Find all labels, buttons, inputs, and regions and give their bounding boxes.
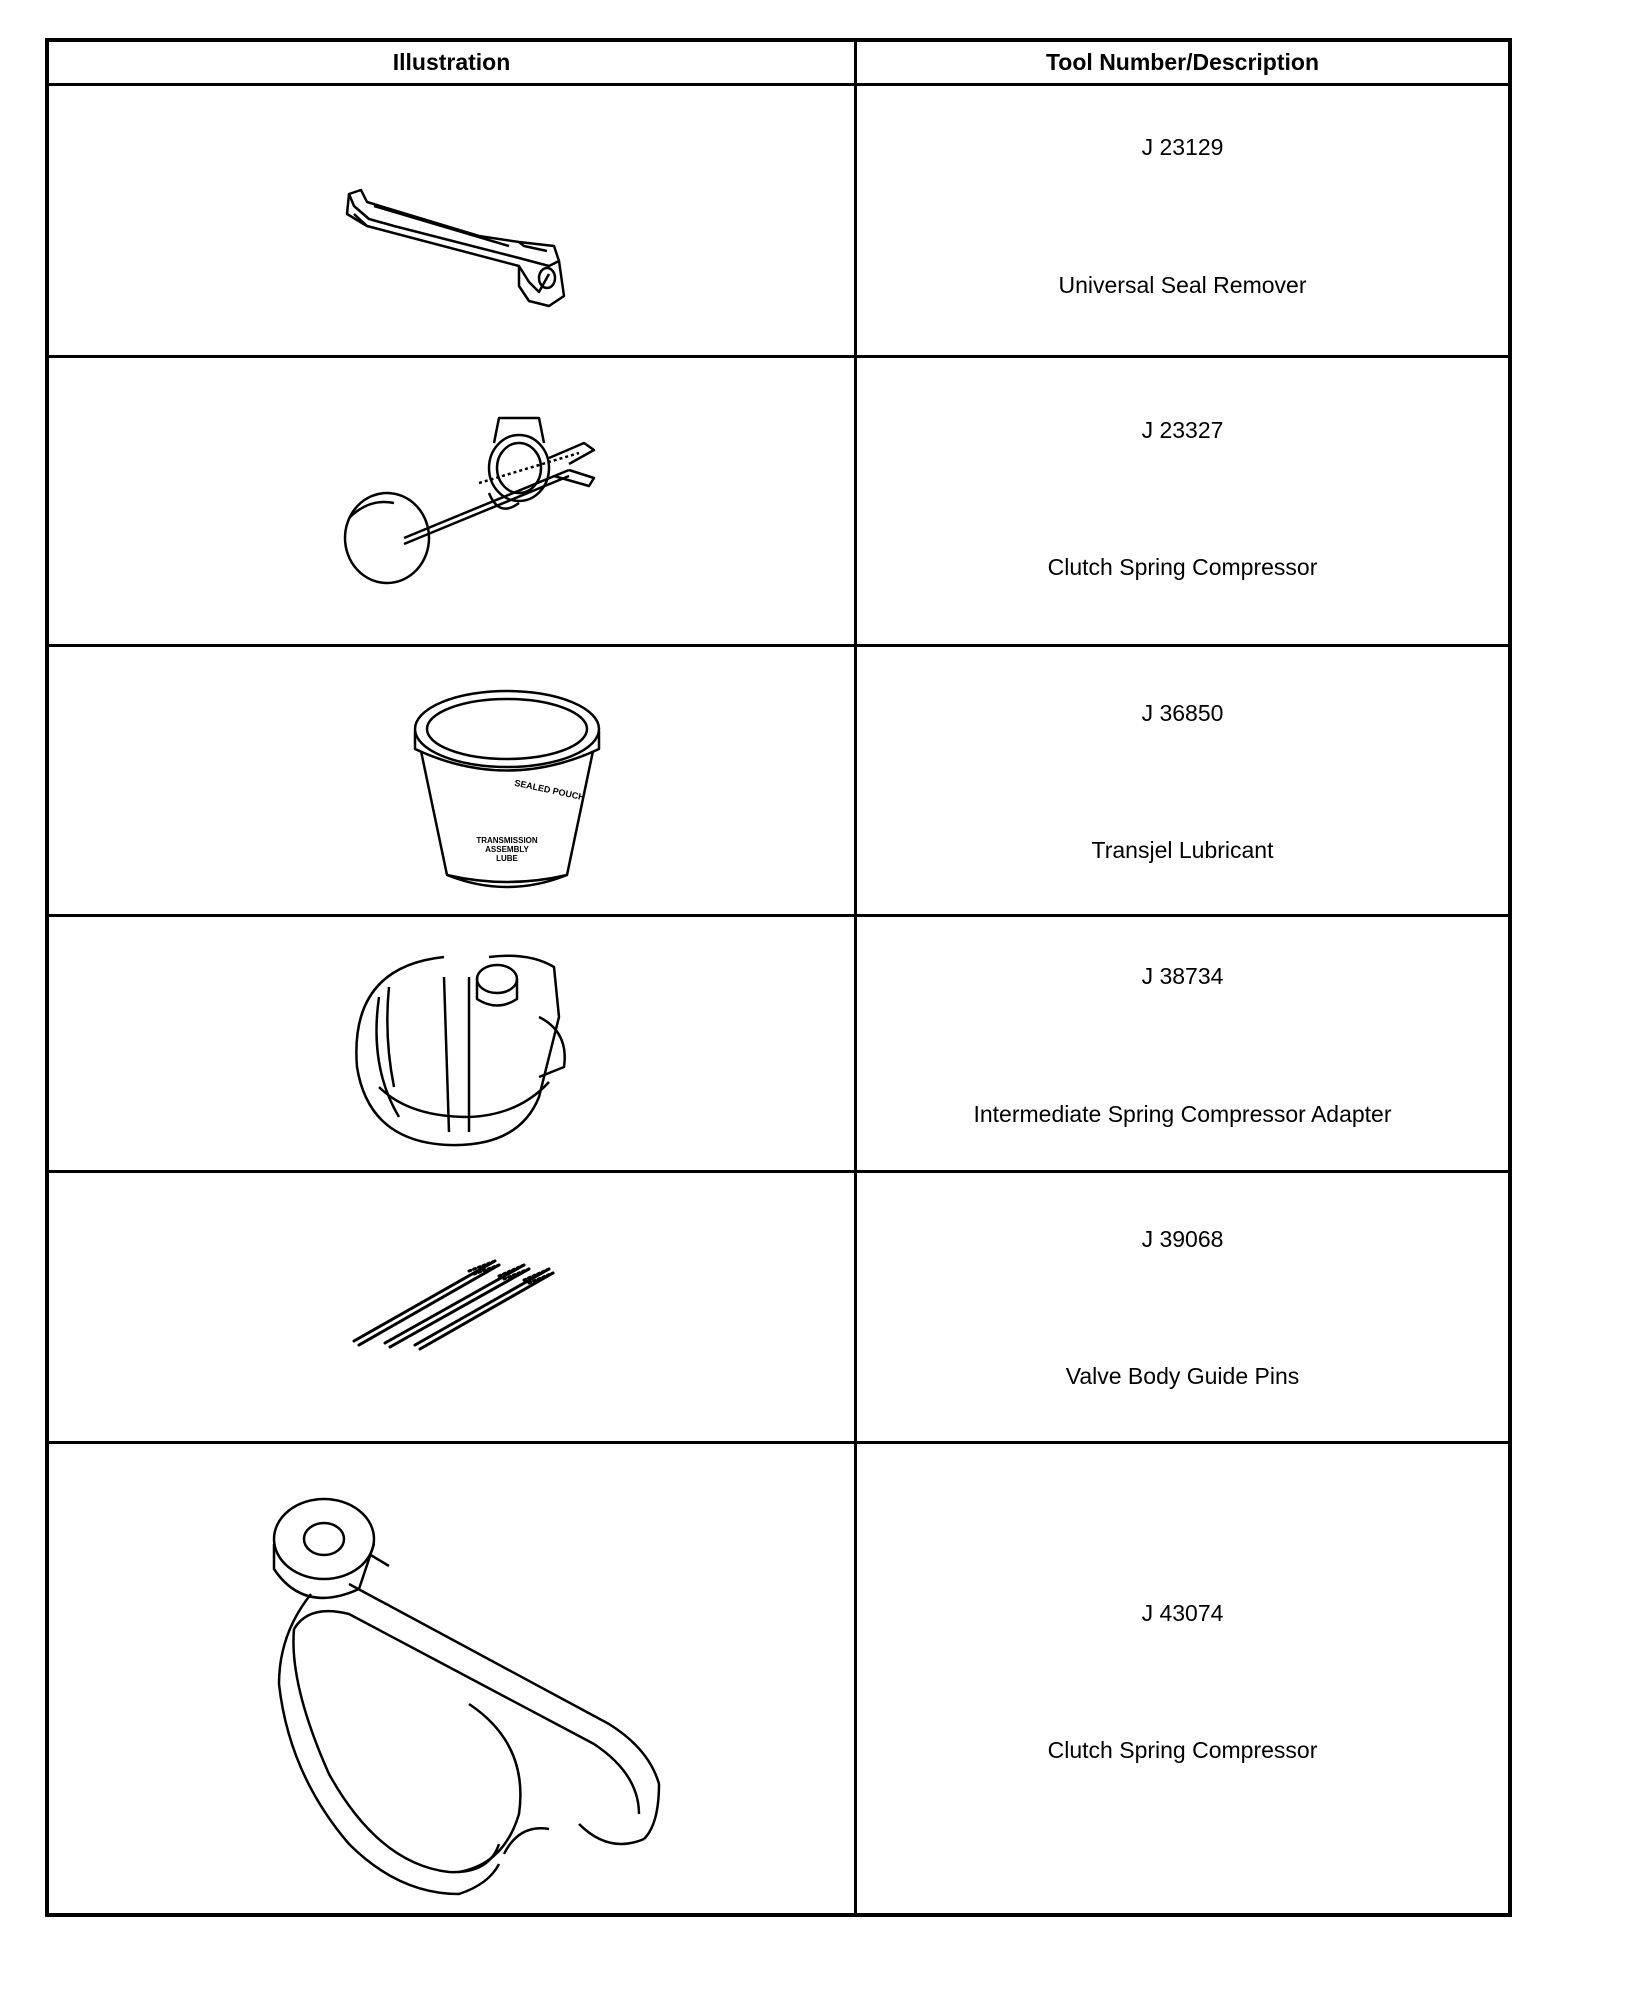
tool-cell bbox=[857, 358, 1508, 644]
seal-remover-icon bbox=[49, 86, 854, 358]
table-row bbox=[49, 1173, 1508, 1444]
tool-cell bbox=[857, 1173, 1508, 1441]
header-tool-description: Tool Number/Description bbox=[1045, 49, 1320, 75]
tool-number: J 23129 bbox=[1141, 134, 1224, 160]
lubricant-tub-icon bbox=[49, 647, 854, 917]
tool-number: J 39068 bbox=[1141, 1226, 1224, 1252]
guide-pins-icon bbox=[49, 1173, 854, 1444]
tub-label-line: ASSEMBLY bbox=[485, 845, 529, 854]
tool-cell bbox=[857, 1444, 1508, 1913]
spring-compressor-adapter-icon bbox=[49, 917, 854, 1173]
illustration-cell bbox=[49, 86, 857, 355]
illustration-cell bbox=[49, 647, 857, 914]
clutch-spring-compressor-large-icon bbox=[49, 1444, 854, 1913]
tub-label-line: LUBE bbox=[496, 854, 518, 863]
header-illustration: Illustration bbox=[49, 42, 857, 83]
tool-description: Universal Seal Remover bbox=[1058, 272, 1307, 298]
tool-number: J 43074 bbox=[1141, 1600, 1224, 1626]
tool-description: Clutch Spring Compressor bbox=[1047, 1737, 1318, 1763]
tool-table bbox=[45, 38, 1512, 1917]
illustration-cell bbox=[49, 1444, 857, 1913]
tool-description: Intermediate Spring Compressor Adapter bbox=[973, 1101, 1392, 1127]
illustration-cell bbox=[49, 1173, 857, 1441]
table-row bbox=[49, 647, 1508, 917]
tool-description: Valve Body Guide Pins bbox=[1065, 1363, 1300, 1389]
tool-cell bbox=[857, 86, 1508, 355]
clutch-spring-compressor-icon bbox=[49, 358, 854, 647]
table-row bbox=[49, 917, 1508, 1173]
tool-cell bbox=[857, 917, 1508, 1170]
tool-description: Clutch Spring Compressor bbox=[1047, 554, 1318, 580]
tub-label-line: SEALED POUCH bbox=[513, 777, 586, 803]
table-row bbox=[49, 1444, 1508, 1913]
tool-number: J 38734 bbox=[1141, 963, 1224, 989]
illustration-cell bbox=[49, 917, 857, 1170]
tool-cell bbox=[857, 647, 1508, 914]
header-row bbox=[49, 42, 1508, 86]
tool-description: Transjel Lubricant bbox=[1091, 837, 1274, 863]
table-row bbox=[49, 86, 1508, 358]
tub-label-line: TRANSMISSION bbox=[476, 836, 538, 845]
tool-number: J 36850 bbox=[1141, 700, 1224, 726]
tool-number: J 23327 bbox=[1141, 417, 1224, 443]
illustration-cell bbox=[49, 358, 857, 644]
table-row bbox=[49, 358, 1508, 647]
